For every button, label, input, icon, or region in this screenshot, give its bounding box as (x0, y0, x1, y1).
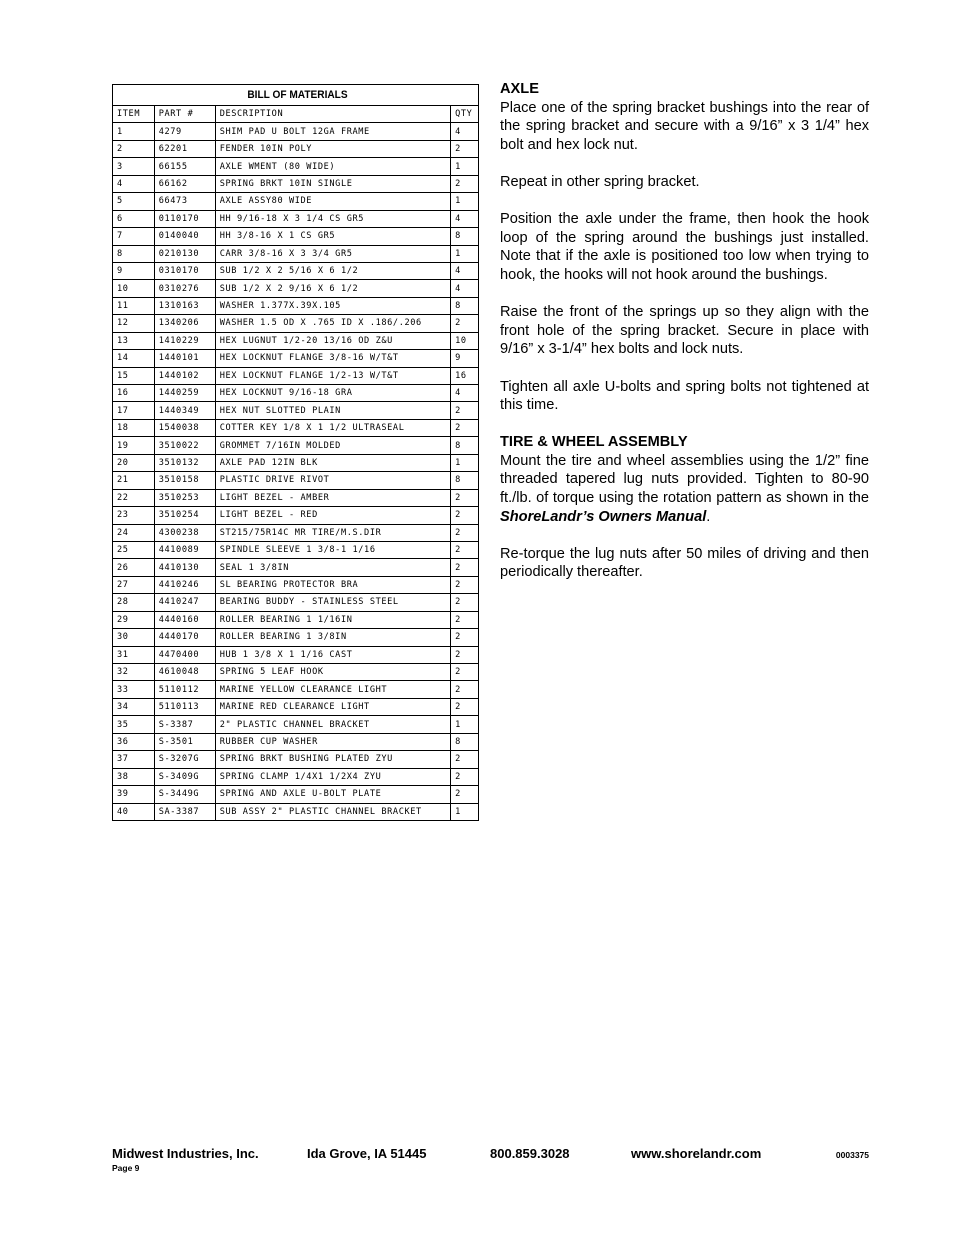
table-row (113, 158, 479, 175)
tire-paragraph-1: Mount the tire and wheel assemblies using the 1/2” fine threaded tapered lug nuts provided. Tighten to 80-90 ft./lb. of torque using the rotation pattern as shown in the ShoreLandr’s Owners Manual. (500, 452, 869, 525)
table-row (113, 629, 479, 646)
bill-of-materials-table (112, 84, 479, 821)
cell-description: SPINDLE SLEEVE 1 3/8-1 1/16 (215, 541, 450, 558)
cell-qty: 8 (451, 733, 479, 750)
cell-description: ST215/75R14C MR TIRE/M.S.DIR (215, 524, 450, 541)
bom-title: BILL OF MATERIALS (113, 85, 479, 106)
table-row (113, 489, 479, 506)
cell-part: 3510254 (154, 507, 215, 524)
cell-item: 32 (113, 664, 155, 681)
owners-manual-reference: ShoreLandr’s Owners Manual (500, 508, 707, 525)
cell-description: SPRING BRKT 10IN SINGLE (215, 175, 450, 192)
cell-qty: 2 (451, 629, 479, 646)
table-row (113, 541, 479, 558)
cell-part: 5110113 (154, 698, 215, 715)
table-row (113, 576, 479, 593)
axle-paragraph-3: Position the axle under the frame, then hook the hook loop of the spring around the bushings just installed. Note that if the axle is positioned too low when trying to hook, the hooks will not hook around the bushings. (500, 211, 869, 283)
cell-item: 30 (113, 629, 155, 646)
cell-description: MARINE RED CLEARANCE LIGHT (215, 698, 450, 715)
cell-description: HEX LOCKNUT FLANGE 1/2-13 W/T&T (215, 367, 450, 384)
header-item: ITEM (113, 106, 155, 123)
cell-part: SA-3387 (154, 803, 215, 820)
cell-qty: 2 (451, 489, 479, 506)
cell-description: SEAL 1 3/8IN (215, 559, 450, 576)
cell-description: COTTER KEY 1/8 X 1 1/2 ULTRASEAL (215, 419, 450, 436)
cell-description: HH 3/8-16 X 1 CS GR5 (215, 228, 450, 245)
cell-item: 5 (113, 193, 155, 210)
table-row (113, 768, 479, 785)
cell-item: 7 (113, 228, 155, 245)
table-row (113, 140, 479, 157)
cell-item: 21 (113, 472, 155, 489)
cell-item: 37 (113, 751, 155, 768)
cell-qty: 2 (451, 507, 479, 524)
cell-qty: 2 (451, 611, 479, 628)
table-row (113, 594, 479, 611)
cell-item: 33 (113, 681, 155, 698)
cell-qty: 8 (451, 437, 479, 454)
table-row (113, 245, 479, 262)
cell-description: AXLE ASSY80 WIDE (215, 193, 450, 210)
cell-item: 14 (113, 350, 155, 367)
cell-description: SUB ASSY 2" PLASTIC CHANNEL BRACKET (215, 803, 450, 820)
cell-description: HEX NUT SLOTTED PLAIN (215, 402, 450, 419)
cell-item: 25 (113, 541, 155, 558)
cell-qty: 4 (451, 385, 479, 402)
cell-qty: 4 (451, 210, 479, 227)
cell-item: 6 (113, 210, 155, 227)
cell-qty: 2 (451, 559, 479, 576)
cell-description: RUBBER CUP WASHER (215, 733, 450, 750)
cell-part: S-3501 (154, 733, 215, 750)
cell-description: HEX LUGNUT 1/2-20 13/16 OD Z&U (215, 332, 450, 349)
cell-qty: 1 (451, 193, 479, 210)
cell-part: 1440349 (154, 402, 215, 419)
footer-company: Midwest Industries, Inc. (112, 1146, 259, 1161)
cell-description: WASHER 1.5 OD X .765 ID X .186/.206 (215, 315, 450, 332)
cell-part: 1410229 (154, 332, 215, 349)
cell-part: 4410246 (154, 576, 215, 593)
table-row (113, 751, 479, 768)
cell-qty: 1 (451, 245, 479, 262)
cell-description: ROLLER BEARING 1 1/16IN (215, 611, 450, 628)
cell-part: 4410089 (154, 541, 215, 558)
instructions-column (500, 80, 869, 601)
cell-item: 15 (113, 367, 155, 384)
table-row (113, 175, 479, 192)
cell-item: 13 (113, 332, 155, 349)
cell-description: GROMMET 7/16IN MOLDED (215, 437, 450, 454)
cell-description: SPRING BRKT BUSHING PLATED ZYU (215, 751, 450, 768)
cell-part: 4610048 (154, 664, 215, 681)
cell-qty: 4 (451, 262, 479, 279)
cell-qty: 9 (451, 350, 479, 367)
cell-part: 4300238 (154, 524, 215, 541)
cell-part: 3510253 (154, 489, 215, 506)
table-row (113, 524, 479, 541)
cell-part: 0110170 (154, 210, 215, 227)
cell-item: 2 (113, 140, 155, 157)
table-row (113, 733, 479, 750)
table-row (113, 419, 479, 436)
table-row (113, 454, 479, 471)
cell-item: 3 (113, 158, 155, 175)
tire-heading: TIRE & WHEEL ASSEMBLY (500, 434, 688, 451)
cell-item: 31 (113, 646, 155, 663)
table-row (113, 698, 479, 715)
cell-part: 1440102 (154, 367, 215, 384)
cell-description: FENDER 10IN POLY (215, 140, 450, 157)
cell-item: 40 (113, 803, 155, 820)
table-row (113, 350, 479, 367)
cell-item: 35 (113, 716, 155, 733)
axle-paragraph-1: Place one of the spring bracket bushings into the rear of the spring bracket and secure with a 9/16” x 3 1/4” hex bolt and hex lock nut. (500, 99, 869, 153)
cell-qty: 16 (451, 367, 479, 384)
cell-item: 27 (113, 576, 155, 593)
cell-item: 28 (113, 594, 155, 611)
page-footer (112, 1146, 869, 1166)
cell-part: 1310163 (154, 297, 215, 314)
cell-qty: 2 (451, 140, 479, 157)
cell-qty: 2 (451, 751, 479, 768)
cell-qty: 2 (451, 175, 479, 192)
cell-item: 24 (113, 524, 155, 541)
table-row (113, 210, 479, 227)
table-row (113, 385, 479, 402)
table-row (113, 297, 479, 314)
cell-part: S-3449G (154, 786, 215, 803)
cell-qty: 2 (451, 541, 479, 558)
cell-part: 3510022 (154, 437, 215, 454)
cell-item: 16 (113, 385, 155, 402)
cell-description: SUB 1/2 X 2 9/16 X 6 1/2 (215, 280, 450, 297)
cell-item: 26 (113, 559, 155, 576)
cell-description: HH 9/16-18 X 3 1/4 CS GR5 (215, 210, 450, 227)
cell-description: SPRING CLAMP 1/4X1 1/2X4 ZYU (215, 768, 450, 785)
table-row (113, 646, 479, 663)
cell-qty: 2 (451, 419, 479, 436)
cell-qty: 4 (451, 123, 479, 140)
cell-part: 66473 (154, 193, 215, 210)
cell-part: S-3387 (154, 716, 215, 733)
cell-qty: 2 (451, 315, 479, 332)
cell-part: 0310276 (154, 280, 215, 297)
cell-item: 29 (113, 611, 155, 628)
cell-qty: 8 (451, 472, 479, 489)
table-row (113, 664, 479, 681)
cell-part: 4440160 (154, 611, 215, 628)
axle-heading: AXLE (500, 81, 539, 97)
cell-part: 1440101 (154, 350, 215, 367)
cell-item: 19 (113, 437, 155, 454)
cell-qty: 2 (451, 576, 479, 593)
cell-description: HUB 1 3/8 X 1 1/16 CAST (215, 646, 450, 663)
cell-part: 4410247 (154, 594, 215, 611)
table-row (113, 193, 479, 210)
bom-header-row (113, 106, 479, 123)
cell-part: 66162 (154, 175, 215, 192)
cell-description: WASHER 1.377X.39X.105 (215, 297, 450, 314)
axle-paragraph-5: Tighten all axle U-bolts and spring bolts not tightened at this time. (500, 378, 869, 414)
cell-item: 17 (113, 402, 155, 419)
cell-description: SHIM PAD U BOLT 12GA FRAME (215, 123, 450, 140)
cell-part: 1340206 (154, 315, 215, 332)
cell-description: HEX LOCKNUT 9/16-18 GRA (215, 385, 450, 402)
cell-description: SPRING AND AXLE U-BOLT PLATE (215, 786, 450, 803)
table-row (113, 367, 479, 384)
cell-description: HEX LOCKNUT FLANGE 3/8-16 W/T&T (215, 350, 450, 367)
footer-phone: 800.859.3028 (490, 1146, 570, 1161)
cell-qty: 1 (451, 716, 479, 733)
cell-qty: 2 (451, 402, 479, 419)
cell-item: 18 (113, 419, 155, 436)
axle-paragraph-4: Raise the front of the springs up so they align with the front hole of the spring bracket. Secure in place with 9/16” x 3-1/4” hex bolts and lock nuts. (500, 304, 869, 358)
cell-description: CARR 3/8-16 X 3 3/4 GR5 (215, 245, 450, 262)
cell-item: 1 (113, 123, 155, 140)
table-row (113, 228, 479, 245)
footer-website: www.shorelandr.com (631, 1146, 762, 1161)
header-part: PART # (154, 106, 215, 123)
table-row (113, 786, 479, 803)
bom-title-row (113, 85, 479, 106)
cell-description: 2" PLASTIC CHANNEL BRACKET (215, 716, 450, 733)
cell-item: 22 (113, 489, 155, 506)
cell-qty: 2 (451, 594, 479, 611)
cell-part: 3510158 (154, 472, 215, 489)
header-description: DESCRIPTION (215, 106, 450, 123)
cell-item: 20 (113, 454, 155, 471)
cell-description: BEARING BUDDY - STAINLESS STEEL (215, 594, 450, 611)
table-row (113, 402, 479, 419)
cell-qty: 2 (451, 698, 479, 715)
cell-part: 4279 (154, 123, 215, 140)
cell-description: PLASTIC DRIVE RIVOT (215, 472, 450, 489)
cell-qty: 2 (451, 768, 479, 785)
footer-doc-number: 0003375 (835, 1150, 869, 1160)
table-row (113, 472, 479, 489)
cell-part: 66155 (154, 158, 215, 175)
cell-item: 11 (113, 297, 155, 314)
cell-qty: 8 (451, 228, 479, 245)
cell-item: 34 (113, 698, 155, 715)
table-row (113, 507, 479, 524)
cell-description: SL BEARING PROTECTOR BRA (215, 576, 450, 593)
cell-qty: 1 (451, 454, 479, 471)
cell-description: SUB 1/2 X 2 5/16 X 6 1/2 (215, 262, 450, 279)
cell-part: 3510132 (154, 454, 215, 471)
cell-part: S-3409G (154, 768, 215, 785)
cell-item: 8 (113, 245, 155, 262)
footer-city: Ida Grove, IA 51445 (307, 1146, 427, 1161)
cell-part: 1540038 (154, 419, 215, 436)
cell-item: 39 (113, 786, 155, 803)
cell-description: SPRING 5 LEAF HOOK (215, 664, 450, 681)
cell-qty: 10 (451, 332, 479, 349)
header-qty: QTY (451, 106, 479, 123)
table-row (113, 315, 479, 332)
cell-part: 4470400 (154, 646, 215, 663)
cell-description: LIGHT BEZEL - RED (215, 507, 450, 524)
cell-qty: 2 (451, 524, 479, 541)
cell-part: 0210130 (154, 245, 215, 262)
cell-part: 62201 (154, 140, 215, 157)
bom-body (113, 123, 479, 821)
cell-part: 0310170 (154, 262, 215, 279)
cell-item: 4 (113, 175, 155, 192)
cell-qty: 2 (451, 786, 479, 803)
cell-item: 38 (113, 768, 155, 785)
table-row (113, 716, 479, 733)
cell-qty: 8 (451, 297, 479, 314)
table-row (113, 280, 479, 297)
cell-part: 5110112 (154, 681, 215, 698)
cell-description: AXLE PAD 12IN BLK (215, 454, 450, 471)
table-row (113, 332, 479, 349)
cell-item: 23 (113, 507, 155, 524)
cell-qty: 2 (451, 646, 479, 663)
cell-part: 4410130 (154, 559, 215, 576)
table-row (113, 803, 479, 820)
cell-description: ROLLER BEARING 1 3/8IN (215, 629, 450, 646)
table-row (113, 681, 479, 698)
cell-qty: 1 (451, 803, 479, 820)
cell-qty: 2 (451, 681, 479, 698)
cell-part: S-3207G (154, 751, 215, 768)
table-row (113, 123, 479, 140)
table-row (113, 262, 479, 279)
cell-description: LIGHT BEZEL - AMBER (215, 489, 450, 506)
table-row (113, 437, 479, 454)
cell-item: 12 (113, 315, 155, 332)
cell-qty: 2 (451, 664, 479, 681)
page-number: Page 9 (112, 1163, 140, 1173)
cell-qty: 4 (451, 280, 479, 297)
cell-item: 10 (113, 280, 155, 297)
tire-paragraph-2: Re-torque the lug nuts after 50 miles of driving and then periodically thereafter. (500, 545, 869, 581)
cell-part: 0140040 (154, 228, 215, 245)
cell-item: 36 (113, 733, 155, 750)
cell-part: 1440259 (154, 385, 215, 402)
axle-paragraph-2: Repeat in other spring bracket. (500, 173, 700, 190)
cell-item: 9 (113, 262, 155, 279)
cell-qty: 1 (451, 158, 479, 175)
cell-description: AXLE WMENT (80 WIDE) (215, 158, 450, 175)
table-row (113, 611, 479, 628)
table-row (113, 559, 479, 576)
cell-part: 4440170 (154, 629, 215, 646)
cell-description: MARINE YELLOW CLEARANCE LIGHT (215, 681, 450, 698)
